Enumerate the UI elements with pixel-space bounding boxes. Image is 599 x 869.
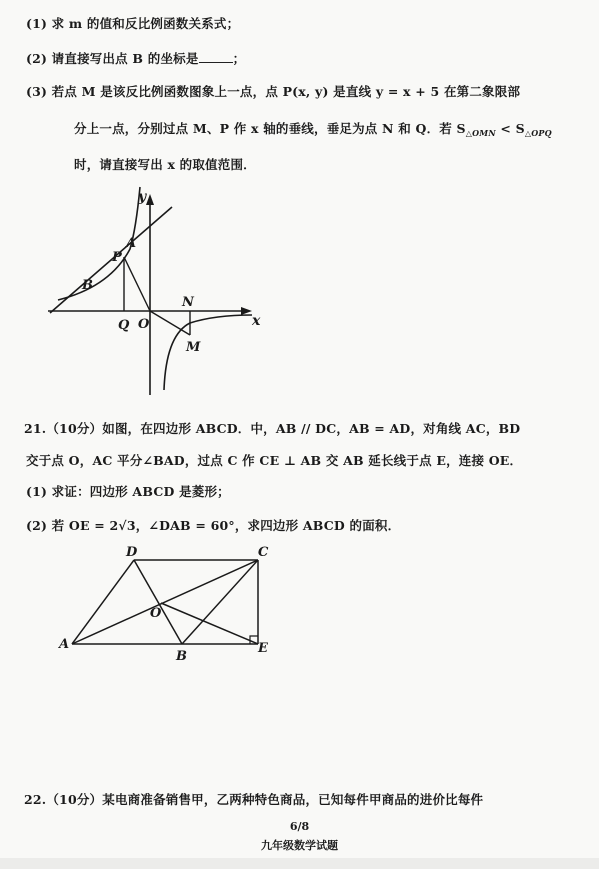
label-n: N (182, 295, 194, 310)
q20-part2-suffix: ； (232, 51, 246, 66)
q20-part2-text: (2) 请直接写出点 B 的坐标是 (26, 51, 199, 66)
label-c: C (258, 545, 269, 560)
q21-figure (58, 540, 278, 670)
segment-oe (161, 603, 258, 644)
area-subscript-omn: △OMN (465, 128, 496, 138)
area-subscript-opq: △OPQ (524, 128, 552, 138)
q21-line1: 21.（10分）如图，在四边形 ABCD．中，AB // DC，AB = AD，对角线 AC，BD (24, 421, 521, 436)
q20-part2 (26, 49, 245, 67)
q20-part3-less-than: < S (495, 121, 525, 136)
q21-line2: 交于点 O，AC 平分∠BAD，过点 C 作 CE ⊥ AB 交 AB 延长线于点 E，连接 OE． (26, 453, 523, 468)
q20-figure (40, 185, 265, 400)
answer-blank (199, 51, 233, 63)
label-b: B (82, 278, 93, 293)
segment-op (124, 257, 150, 311)
label-a2: A (59, 637, 70, 652)
label-y: y (138, 189, 147, 205)
x-axis-arrow-icon (241, 307, 252, 315)
y-axis-arrow-icon (146, 194, 154, 205)
q21-part2: (2) 若 OE = 2√3，∠DAB = 60°，求四边形 ABCD 的面积． (26, 518, 401, 533)
q20-part3-line2-text: 分上一点，分别过点 M、P 作 x 轴的垂线，垂足为点 N 和 Q．若 S (74, 121, 466, 136)
q20-part3-line1: (3) 若点 M 是该反比例函数图象上一点，点 P(x, y) 是直线 y = x + 5 在第二象限部 (26, 84, 521, 99)
scan-bottom-edge (0, 858, 599, 869)
label-o: O (138, 317, 150, 332)
segment-om (150, 311, 190, 335)
diagonal-bd (134, 560, 182, 644)
label-x: x (252, 313, 261, 329)
page-number: 6/8 (289, 820, 310, 833)
label-a: A (126, 236, 137, 251)
exam-title: 九年级数学试题 (261, 839, 338, 852)
label-e: E (258, 641, 268, 656)
label-o2: O (150, 606, 162, 621)
q20-part1: (1) 求 m 的值和反比例函数关系式； (26, 16, 240, 31)
label-m: M (186, 340, 201, 355)
label-d: D (126, 545, 138, 560)
label-q: Q (118, 318, 130, 333)
hyperbola-branch-q4 (164, 315, 252, 390)
segment-ad (72, 560, 134, 644)
segment-cb (182, 560, 258, 644)
label-p: P (112, 250, 122, 265)
q21-part1: (1) 求证：四边形 ABCD 是菱形； (26, 484, 230, 499)
q22-line1: 22.（10分）某电商准备销售甲，乙两种特色商品，已知每件甲商品的进价比每件 (24, 792, 484, 807)
q20-part3-line2 (74, 119, 552, 138)
q20-part3-line3: 时，请直接写出 x 的取值范围． (74, 157, 256, 172)
label-b2: B (176, 649, 187, 664)
